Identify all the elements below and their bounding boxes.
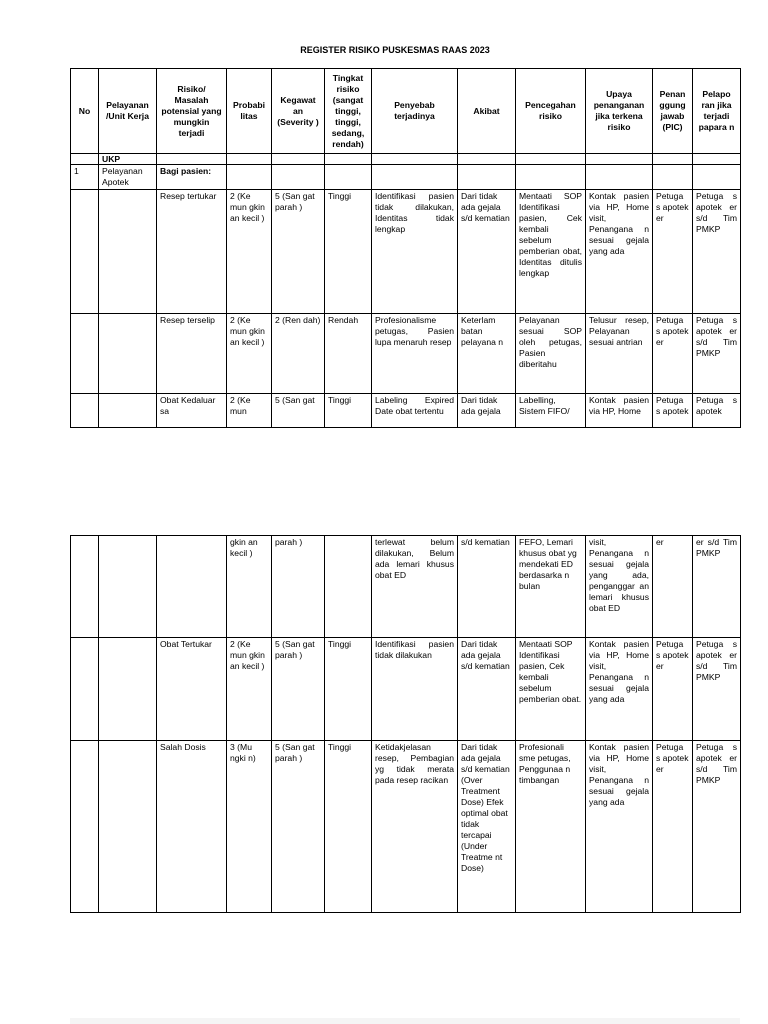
table-row [71,638,741,741]
table-row [71,741,741,913]
header-no: No [71,69,99,154]
reporting-cell: er s/d Tim PMKP [693,536,741,638]
handling-cell: Kontak pasien via HP, Home visit, Penangana n sesuai gejala yang ada [586,741,653,913]
risk-level-cell [325,536,372,638]
handling-cell: visit, Penangana n sesuai gejala yang ada, penganggar an lemari khusus obat ED [586,536,653,638]
severity-cell: 5 (San gat parah ) [272,190,325,314]
risk-cell: Obat Tertukar [157,638,227,741]
probability-cell: 2 (Ke mun [227,394,272,428]
pic-cell: Petuga s apotek er [653,314,693,394]
pic-cell: Petuga s apotek [653,394,693,428]
unit-row [71,165,741,190]
effect-cell: s/d kematian [458,536,516,638]
risk-register-table-page-2 [70,535,741,913]
risk-cell: Resep tertukar [157,190,227,314]
table-row [71,190,741,314]
prevention-cell: Mentaati SOP Identifikasi pasien, Cek kembali sebelum pemberian obat. [516,638,586,741]
risk-level-cell: Rendah [325,314,372,394]
prevention-cell: Pelayanan sesuai SOP oleh petugas, Pasien diberitahu [516,314,586,394]
reporting-cell: Petuga s apotek er s/d Tim PMKP [693,314,741,394]
pic-cell: Petuga s apotek er [653,638,693,741]
header-row [71,69,741,154]
section-label: UKP [99,154,157,165]
handling-cell: Kontak pasien via HP, Home [586,394,653,428]
risk-level-cell: Tinggi [325,394,372,428]
header-risk: Risiko/ Masalah potensial yang mungkin terjadi [157,69,227,154]
unit-name: Pelayanan Apotek [99,165,157,190]
handling-cell: Kontak pasien via HP, Home visit, Penangana n sesuai gejala yang ada [586,638,653,741]
handling-cell: Kontak pasien via HP, Home visit, Penangana n sesuai gejala yang ada [586,190,653,314]
risk-register-table-page-1 [70,68,741,428]
cause-cell: terlewat belum dilakukan, Belum ada lemari khusus obat ED [372,536,458,638]
effect-cell: Dari tidak ada gejala s/d kematian [458,190,516,314]
prevention-cell: Labelling, Sistem FIFO/ [516,394,586,428]
prevention-cell: Mentaati SOP Identifikasi pasien, Cek kembali sebelum pemberian obat, Identitas ditulis lengkap [516,190,586,314]
header-handling: Upaya penanganan jika terkena risiko [586,69,653,154]
cause-cell: Labeling Expired Date obat tertentu [372,394,458,428]
severity-cell: 5 (San gat [272,394,325,428]
patient-group: Bagi pasien: [157,165,227,190]
risk-cell: Resep terselip [157,314,227,394]
probability-cell: 3 (Mu ngki n) [227,741,272,913]
pic-cell: Petuga s apotek er [653,190,693,314]
cause-cell: Identifikasi pasien tidak dilakukan [372,638,458,741]
cause-cell: Profesionalisme petugas, Pasien lupa menaruh resep [372,314,458,394]
probability-cell: 2 (Ke mun gkin an kecil ) [227,314,272,394]
header-severity: Kegawat an (Severity ) [272,69,325,154]
risk-level-cell: Tinggi [325,741,372,913]
effect-cell: Keterlam batan pelayana n [458,314,516,394]
header-effect: Akibat [458,69,516,154]
header-reporting: Pelapo ran jika terjadi papara n [693,69,741,154]
prevention-cell: FEFO, Lemari khusus obat yg mendekati ED berdasarka n bulan [516,536,586,638]
risk-cell: Obat Kedaluar sa [157,394,227,428]
document-title: REGISTER RISIKO PUSKESMAS RAAS 2023 [300,45,490,55]
header-cause: Penyebab terjadinya [372,69,458,154]
handling-cell: Telusur resep, Pelayanan sesuai antrian [586,314,653,394]
reporting-cell: Petuga s apotek er s/d Tim PMKP [693,638,741,741]
prevention-cell: Profesionali sme petugas, Penggunaa n timbangan [516,741,586,913]
effect-cell: Dari tidak ada gejala s/d kematian [458,638,516,741]
risk-cell [157,536,227,638]
pic-cell: Petuga s apotek er [653,741,693,913]
next-page-edge [70,1018,740,1024]
cause-cell: Identifikasi pasien tidak dilakukan, Identitas tidak lengkap [372,190,458,314]
header-probability: Probabi litas [227,69,272,154]
cause-cell: Ketidakjelasan resep, Pembagian yg tidak merata pada resep racikan [372,741,458,913]
severity-cell: 5 (San gat parah ) [272,741,325,913]
table-row [71,536,741,638]
probability-cell: 2 (Ke mun gkin an kecil ) [227,190,272,314]
risk-level-cell: Tinggi [325,638,372,741]
header-prevention: Pencegahan risiko [516,69,586,154]
table-row [71,394,741,428]
table-row [71,314,741,394]
header-risk-level: Tingkat risiko (sangat tinggi, tinggi, sedang, rendah) [325,69,372,154]
row-number: 1 [71,165,99,190]
probability-cell: 2 (Ke mun gkin an kecil ) [227,638,272,741]
header-pic: Penan ggung jawab (PIC) [653,69,693,154]
severity-cell: 5 (San gat parah ) [272,638,325,741]
header-unit: Pelayanan /Unit Kerja [99,69,157,154]
probability-cell: gkin an kecil ) [227,536,272,638]
severity-cell: 2 (Ren dah) [272,314,325,394]
reporting-cell: Petuga s apotek er s/d Tim PMKP [693,741,741,913]
section-row [71,154,741,165]
severity-cell: parah ) [272,536,325,638]
risk-cell: Salah Dosis [157,741,227,913]
effect-cell: Dari tidak ada gejala [458,394,516,428]
reporting-cell: Petuga s apotek er s/d Tim PMKP [693,190,741,314]
effect-cell: Dari tidak ada gejala s/d kematian (Over Treatment Dose) Efek optimal obat tidak tercapai (Under Treatme nt Dose) [458,741,516,913]
risk-level-cell: Tinggi [325,190,372,314]
pic-cell: er [653,536,693,638]
reporting-cell: Petuga s apotek [693,394,741,428]
